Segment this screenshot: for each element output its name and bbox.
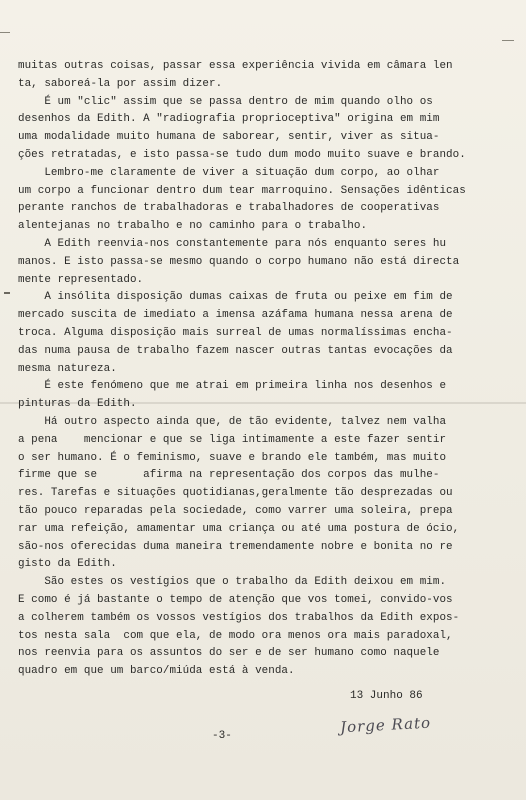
text-line: quadro em que um barco/miúda está à venda. — [18, 665, 295, 678]
text-line: ta, saboreá-la por assim dizer. — [18, 77, 223, 90]
text-line: res. Tarefas e situações quotidianas,geralmente tão desprezadas ou — [18, 487, 453, 500]
text-line: um corpo a funcionar dentro dum tear marroquino. Sensações idênticas — [18, 184, 466, 197]
text-line: gisto da Edith. — [18, 558, 117, 571]
text-line: É um "clic" assim que se passa dentro de mim quando olho os — [18, 95, 433, 108]
text-line: rar uma refeição, amamentar uma criança ou até uma postura de ócio, — [18, 522, 460, 535]
text-line: muitas outras coisas, passar essa experiência vivida em câmara len — [18, 60, 453, 72]
handwritten-signature: Jorge Rato — [339, 713, 432, 737]
margin-mark — [0, 32, 10, 33]
text-line: nos reenvia para os assuntos do ser e de ser humano como naquele — [18, 647, 440, 660]
text-line: São estes os vestígios que o trabalho da Edith deixou em mim. — [18, 576, 447, 589]
text-line: a colherem também os vossos vestígios dos trabalhos da Edith expos- — [18, 611, 460, 624]
text-line: pinturas da Edith. — [18, 398, 137, 411]
text-line: troca. Alguma disposição mais surreal de umas normalíssimas encha- — [18, 326, 453, 339]
text-line: o ser humano. É o feminismo, suave e brando ele também, mas muito — [18, 451, 447, 464]
text-line: são-nos oferecidas duma maneira tremendamente nobre e bonita no re — [18, 540, 453, 553]
text-line: A Edith reenvia-nos constantemente para nós enquanto seres hu — [18, 237, 447, 250]
text-line: mente representado. — [18, 273, 144, 286]
text-line: Lembro-me claramente de viver a situação dum corpo, ao olhar — [18, 166, 440, 179]
text-line: mesma natureza. — [18, 362, 117, 375]
text-line: ções retratadas, e isto passa-se tudo dum modo muito suave e brando. — [18, 148, 466, 161]
text-line: a pena mencionar e que se liga intimamente a este fazer sentir — [18, 433, 447, 446]
text-line: alentejanas no trabalho e no caminho para o trabalho. — [18, 220, 368, 233]
text-line: A insólita disposição dumas caixas de fruta ou peixe em fim de — [18, 291, 453, 304]
text-line: uma modalidade muito humana de saborear, sentir, viver as situa- — [18, 131, 440, 144]
text-line: firme que se afirma na representação dos corpos das mulhe- — [18, 469, 440, 482]
text-line: tos nesta sala com que ela, de modo ora menos ora mais paradoxal, — [18, 629, 453, 642]
text-line: É este fenómeno que me atrai em primeira linha nos desenhos e — [18, 380, 447, 393]
text-line: perante ranchos de trabalhadoras e trabalhadores de cooperativas — [18, 202, 440, 215]
text-line: das numa pausa de trabalho fazem nascer outras tantas evocações da — [18, 344, 453, 357]
text-line: mercado suscita de imediato a imensa azáfama humana nessa arena de — [18, 309, 453, 322]
margin-mark — [4, 292, 10, 294]
text-line: Há outro aspecto ainda que, de tão evidente, talvez nem valha — [18, 415, 447, 428]
document-date: 13 Junho 86 — [350, 690, 423, 702]
typed-body-text — [18, 58, 510, 681]
margin-mark — [502, 40, 514, 41]
text-line: manos. E isto passa-se mesmo quando o corpo humano não está directa — [18, 255, 460, 268]
text-line: tão pouco reparadas pela sociedade, como varrer uma soleira, prepa — [18, 504, 453, 517]
page-number: -3- — [212, 730, 232, 742]
text-line: E como é já bastante o tempo de atenção que vos tomei, convido-vos — [18, 593, 453, 606]
text-line: desenhos da Edith. A "radiografia proprioceptiva" origina em mim — [18, 113, 440, 126]
